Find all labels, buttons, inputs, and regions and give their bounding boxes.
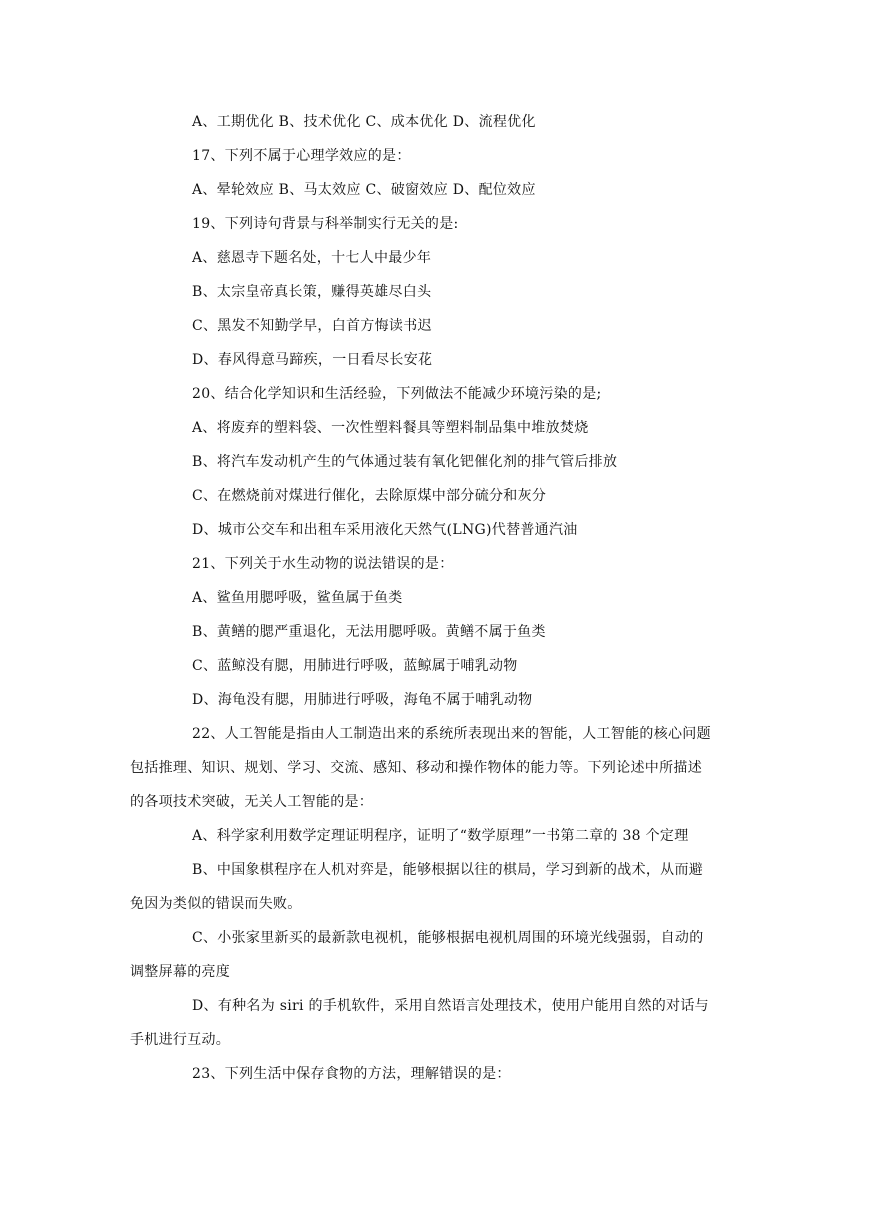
q19-stem: 19、下列诗句背景与科举制实行无关的是:	[192, 216, 459, 232]
q19-option-d: D、春风得意马蹄疾，一日看尽长安花	[192, 352, 433, 368]
q21-option-b: B、黄鳝的腮严重退化，无法用腮呼吸。黄鳝不属于鱼类	[192, 624, 546, 640]
q21-stem: 21、下列关于水生动物的说法错误的是：	[192, 556, 454, 572]
q22-stem-line-2: 包括推理、知识、规划、学习、交流、感知、移动和操作物体的能力等。下列论述中所描述	[130, 760, 702, 776]
q20-option-a: A、将废弃的塑料袋、一次性塑料餐具等塑料制品集中堆放焚烧	[192, 420, 589, 436]
q22-stem-line-1: 22、人工智能是指由人工制造出来的系统所表现出来的智能，人工智能的核心问题	[192, 726, 711, 742]
q22-stem-line-3: 的各项技术突破，无关人工智能的是：	[130, 794, 374, 810]
q21-option-d: D、海龟没有腮，用肺进行呼吸，海龟不属于哺乳动物	[192, 692, 533, 708]
q19-option-b: B、太宗皇帝真长策，赚得英雄尽白头	[192, 284, 432, 300]
q20-option-b: B、将汽车发动机产生的气体通过装有氧化钯催化剂的排气管后排放	[192, 454, 618, 470]
q17-stem: 17、下列不属于心理学效应的是：	[192, 148, 411, 164]
q22-option-a: A、科学家利用数学定理证明程序，证明了“数学原理”一书第二章的 38 个定理	[192, 828, 689, 844]
q21-option-c: C、蓝鲸没有腮，用肺进行呼吸，蓝鲸属于哺乳动物	[192, 658, 518, 674]
q20-stem: 20、结合化学知识和生活经验，下列做法不能减少环境污染的是;	[192, 386, 602, 402]
q22-option-c-line-1: C、小张家里新买的最新款电视机，能够根据电视机周围的环境光线强弱，自动的	[192, 930, 704, 946]
q22-option-d-line-1: D、有种名为 siri 的手机软件，采用自然语言处理技术，使用户能用自然的对话与	[192, 998, 709, 1014]
q22-option-b-line-1: B、中国象棋程序在人机对弈是，能够根据以往的棋局，学习到新的战术，从而避	[192, 862, 704, 878]
q22-option-b-line-2: 免因为类似的错误而失败。	[130, 896, 302, 912]
q19-option-c: C、黑发不知勤学早，白首方悔读书迟	[192, 318, 432, 334]
q16-options: A、工期优化 B、技术优化 C、成本优化 D、流程优化	[192, 114, 536, 130]
q23-stem: 23、下列生活中保存食物的方法，理解错误的是：	[192, 1066, 511, 1082]
q22-option-c-line-2: 调整屏幕的亮度	[130, 964, 231, 980]
q20-option-d: D、城市公交车和出租车采用液化天然气(LNG)代替普通汽油	[192, 522, 578, 538]
q21-option-a: A、鲨鱼用腮呼吸，鲨鱼属于鱼类	[192, 590, 403, 606]
q22-option-d-line-2: 手机进行互动。	[130, 1032, 231, 1048]
q17-options: A、晕轮效应 B、马太效应 C、破窗效应 D、配位效应	[192, 182, 536, 198]
q20-option-c: C、在燃烧前对煤进行催化，去除原煤中部分硫分和灰分	[192, 488, 547, 504]
q19-option-a: A、慈恩寺下题名处，十七人中最少年	[192, 250, 432, 266]
